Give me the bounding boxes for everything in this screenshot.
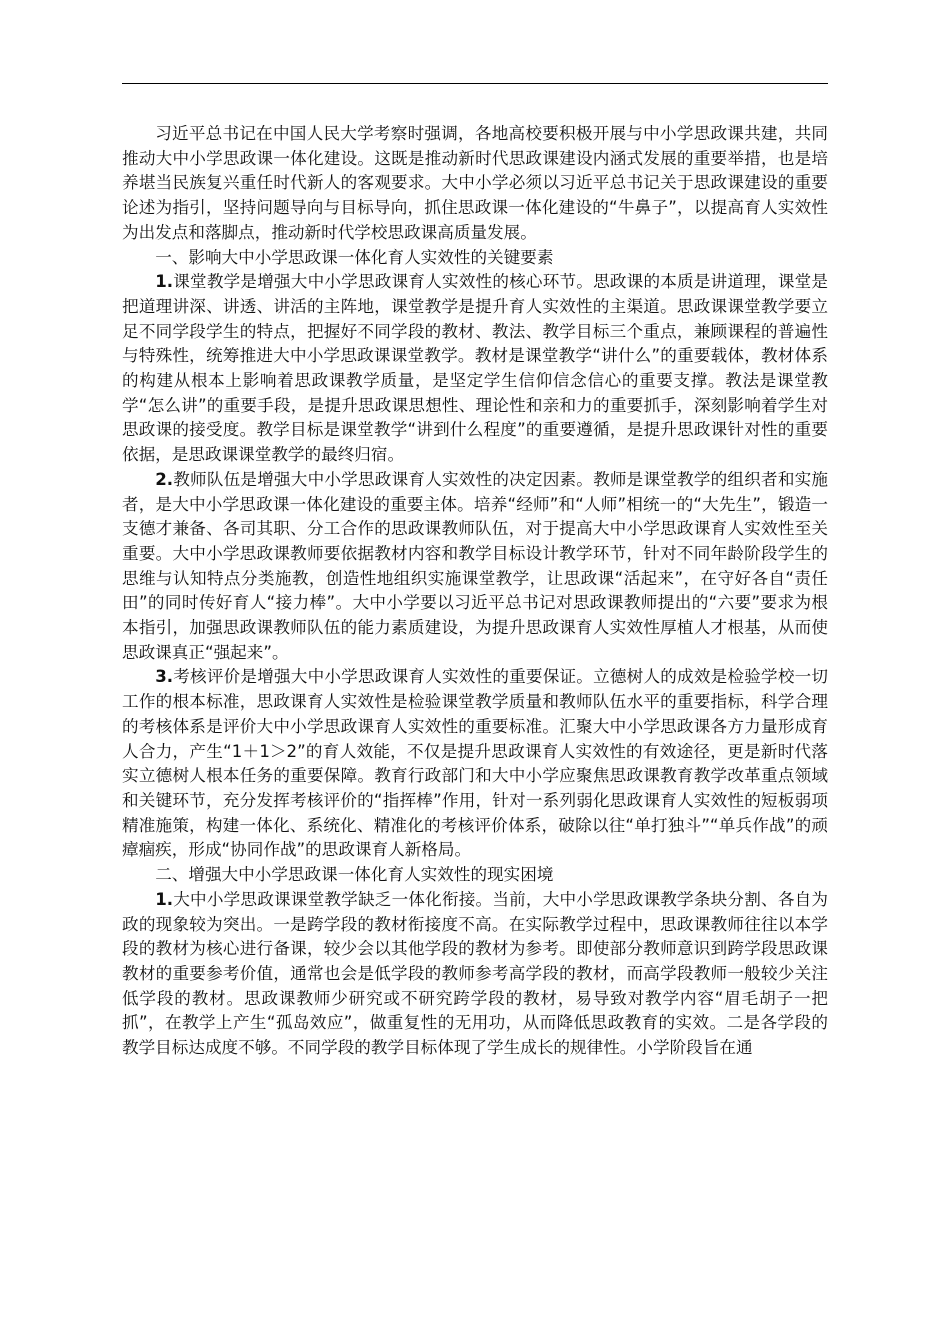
item-text: 考核评价是增强大中小学思政课育人实效性的重要保证。立德树人的成效是检验学校一切工作的根本标准，思政课育人实效性是检验课堂教学质量和教师队伍水平的重要指标，科学合理的考核体系是评价大中小学思政课育人实效性的重要标准。汇聚大中小学思政课各方力量形成育人合力，产生“1＋1＞2”的育人效能，不仅是提升思政课育人实效性的有效途径，更是新时代落实立德树人根本任务的重要保障。教育行政部门和大中小学应聚焦思政课教育教学改革重点领域和关键环节，充分发挥考核评价的“指挥棒”作用，针对一系列弱化思政课育人实效性的短板弱项精准施策，构建一体化、系统化、精准化的考核评价体系，破除以往“单打独斗”“单兵作战”的顽瘴痼疾，形成“协同作战”的思政课育人新格局。 [122, 667, 828, 860]
document-body [122, 122, 828, 1061]
section-2-item-1 [122, 888, 828, 1061]
item-text: 教师队伍是增强大中小学思政课育人实效性的决定因素。教师是课堂教学的组织者和实施者，是大中小学思政课一体化建设的重要主体。培养“经师”和“人师”相统一的“大先生”，锻造一支德才兼备、各司其职、分工合作的思政课教师队伍，对于提高大中小学思政课育人实效性至关重要。大中小学思政课教师要依据教材内容和教学目标设计教学环节，针对不同年龄阶段学生的思维与认知特点分类施教，创造性地组织实施课堂教学，让思政课“活起来”，在守好各自“责任田”的同时传好育人“接力棒”。大中小学要以习近平总书记对思政课教师提出的“六要”要求为根本指引，加强思政课教师队伍的能力素质建设，为提升思政课育人实效性厚植人才根基，从而使思政课真正“强起来”。 [122, 469, 828, 662]
item-text: 课堂教学是增强大中小学思政课育人实效性的核心环节。思政课的本质是讲道理，课堂是把道理讲深、讲透、讲活的主阵地，课堂教学是提升育人实效性的主渠道。思政课课堂教学要立足不同学段学生的特点，把握好不同学段的教材、教法、教学目标三个重点，兼顾课程的普遍性与特殊性，统筹推进大中小学思政课课堂教学。教材是课堂教学“讲什么”的重要载体，教材体系的构建从根本上影响着思政课教学质量，是坚定学生信仰信念信心的重要支撑。教法是课堂教学“怎么讲”的重要手段，是提升思政课思想性、理论性和亲和力的重要抓手，深刻影响着学生对思政课的接受度。教学目标是课堂教学“讲到什么程度”的重要遵循，是提升思政课针对性的重要依据，是思政课课堂教学的最终归宿。 [122, 272, 828, 465]
section-1-heading: 一、影响大中小学思政课一体化育人实效性的关键要素 [155, 247, 554, 267]
section-1-item-1 [122, 270, 828, 468]
header-rule [122, 83, 828, 84]
section-1-item-3 [122, 665, 828, 863]
section-1-item-2 [122, 468, 828, 666]
intro-paragraph: 习近平总书记在中国人民大学考察时强调，各地高校要积极开展与中小学思政课共建，共同推动大中小学思政课一体化建设。这既是推动新时代思政课建设内涵式发展的重要举措，也是培养堪当民族复兴重任时代新人的客观要求。大中小学必须以习近平总书记关于思政课建设的重要论述为指引，坚持问题导向与目标导向，抓住思政课一体化建设的“牛鼻子”，以提高育人实效性为出发点和落脚点，推动新时代学校思政课高质量发展。 [122, 124, 828, 242]
item-number: 3. [155, 667, 174, 687]
item-number: 1. [155, 272, 174, 292]
item-number: 2. [155, 469, 174, 489]
item-text: 大中小学思政课课堂教学缺乏一体化衔接。当前，大中小学思政课教学条块分割、各自为政的现象较为突出。一是跨学段的教材衔接度不高。在实际教学过程中，思政课教师往往以本学段的教材为核心进行备课，较少会以其他学段的教材为参考。即使部分教师意识到跨学段思政课教材的重要参考价值，通常也会是低学段的教师参考高学段的教材，而高学段教师一般较少关注低学段的教材。思政课教师少研究或不研究跨学段的教材，易导致对教学内容“眉毛胡子一把抓”，在教学上产生“孤岛效应”，做重复性的无用功，从而降低思政教育的实效。二是各学段的教学目标达成度不够。不同学段的教学目标体现了学生成长的规律性。小学阶段旨在通 [122, 889, 828, 1058]
section-2-heading: 二、增强大中小学思政课一体化育人实效性的现实困境 [155, 865, 554, 885]
item-number: 1. [155, 889, 174, 909]
